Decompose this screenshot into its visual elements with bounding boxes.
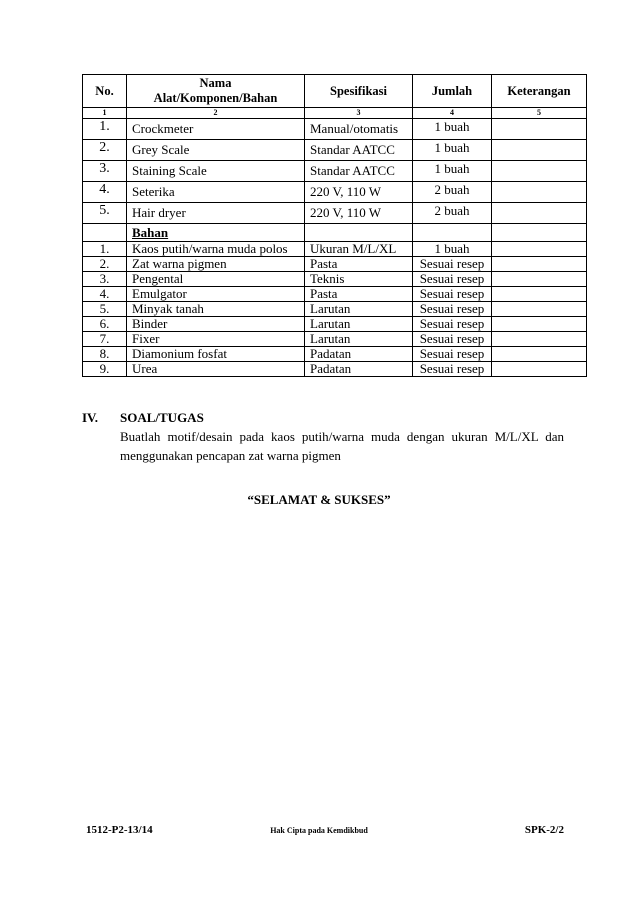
tool-row bbox=[83, 161, 587, 182]
index-cell: 4 bbox=[413, 108, 492, 119]
cell-name: Grey Scale bbox=[127, 140, 305, 161]
header-qty: Jumlah bbox=[413, 75, 492, 108]
section-text: Buatlah motif/desain pada kaos putih/warna muda dengan ukuran M/L/XL dan menggunakan pencapan zat warna pigmen bbox=[120, 429, 564, 463]
materials-heading-label: Bahan bbox=[132, 224, 169, 240]
cell-note bbox=[492, 203, 587, 224]
header-spec: Spesifikasi bbox=[305, 75, 413, 108]
cell-name: Urea bbox=[127, 362, 305, 377]
footer-code: 1512-P2-13/14 bbox=[86, 824, 153, 836]
cell-no: 1. bbox=[83, 119, 127, 140]
cell-spec: Ukuran M/L/XL bbox=[305, 242, 413, 257]
cell-name: Hair dryer bbox=[127, 203, 305, 224]
section-heading: SOAL/TUGAS bbox=[120, 410, 204, 425]
cell-qty: Sesuai resep bbox=[413, 347, 492, 362]
cell-qty: Sesuai resep bbox=[413, 317, 492, 332]
cell-name: Diamonium fosfat bbox=[127, 347, 305, 362]
closing-message: “SELAMAT & SUKSES” bbox=[247, 492, 391, 507]
footer-copyright: Hak Cipta pada Kemdikbud bbox=[270, 826, 368, 835]
material-row bbox=[83, 272, 587, 287]
index-cell: 5 bbox=[492, 108, 587, 119]
cell-spec: Pasta bbox=[305, 287, 413, 302]
index-cell: 3 bbox=[305, 108, 413, 119]
cell-qty: 2 buah bbox=[413, 182, 492, 203]
cell-qty: 2 buah bbox=[413, 203, 492, 224]
tool-row bbox=[83, 203, 587, 224]
cell-spec: Standar AATCC bbox=[305, 140, 413, 161]
cell-note bbox=[492, 161, 587, 182]
cell-name: Kaos putih/warna muda polos bbox=[127, 242, 305, 257]
cell-note bbox=[492, 140, 587, 161]
cell-qty: 1 buah bbox=[413, 140, 492, 161]
cell-name: Emulgator bbox=[127, 287, 305, 302]
cell-no: 7. bbox=[83, 332, 127, 347]
material-row bbox=[83, 287, 587, 302]
empty-cell bbox=[413, 224, 492, 242]
cell-spec: Larutan bbox=[305, 332, 413, 347]
cell-spec: Padatan bbox=[305, 347, 413, 362]
empty-cell bbox=[305, 224, 413, 242]
cell-note bbox=[492, 257, 587, 272]
materials-heading bbox=[127, 224, 305, 242]
material-row bbox=[83, 302, 587, 317]
cell-no: 3. bbox=[83, 161, 127, 182]
empty-cell bbox=[83, 224, 127, 242]
cell-no: 6. bbox=[83, 317, 127, 332]
header-name bbox=[127, 75, 305, 108]
materials-heading-row bbox=[83, 224, 587, 242]
material-row bbox=[83, 362, 587, 377]
cell-qty: Sesuai resep bbox=[413, 257, 492, 272]
cell-note bbox=[492, 119, 587, 140]
cell-note bbox=[492, 287, 587, 302]
material-row bbox=[83, 317, 587, 332]
cell-qty: Sesuai resep bbox=[413, 287, 492, 302]
cell-note bbox=[492, 182, 587, 203]
index-cell: 2 bbox=[127, 108, 305, 119]
cell-no: 8. bbox=[83, 347, 127, 362]
cell-spec: Teknis bbox=[305, 272, 413, 287]
cell-note bbox=[492, 332, 587, 347]
cell-note bbox=[492, 272, 587, 287]
material-row bbox=[83, 347, 587, 362]
cell-no: 2. bbox=[83, 140, 127, 161]
section-number: IV. bbox=[82, 410, 99, 425]
header-name-line1: Nama bbox=[199, 76, 232, 90]
cell-note bbox=[492, 317, 587, 332]
table-body bbox=[83, 119, 587, 377]
tool-row bbox=[83, 119, 587, 140]
cell-name: Minyak tanah bbox=[127, 302, 305, 317]
cell-name: Binder bbox=[127, 317, 305, 332]
table-index-row bbox=[83, 108, 587, 119]
equipment-table bbox=[82, 74, 587, 377]
cell-spec: Larutan bbox=[305, 302, 413, 317]
header-note: Keterangan bbox=[492, 75, 587, 108]
tool-row bbox=[83, 140, 587, 161]
cell-spec: 220 V, 110 W bbox=[305, 203, 413, 224]
cell-no: 1. bbox=[83, 242, 127, 257]
cell-name: Fixer bbox=[127, 332, 305, 347]
cell-qty: 1 buah bbox=[413, 161, 492, 182]
material-row bbox=[83, 257, 587, 272]
cell-note bbox=[492, 347, 587, 362]
material-row bbox=[83, 332, 587, 347]
cell-no: 9. bbox=[83, 362, 127, 377]
header-name-line2: Alat/Komponen/Bahan bbox=[153, 91, 278, 105]
footer-page: SPK-2/2 bbox=[524, 824, 564, 836]
cell-qty: Sesuai resep bbox=[413, 362, 492, 377]
cell-spec: Pasta bbox=[305, 257, 413, 272]
table-header-row bbox=[83, 75, 587, 108]
cell-name: Seterika bbox=[127, 182, 305, 203]
cell-name: Pengental bbox=[127, 272, 305, 287]
cell-no: 3. bbox=[83, 272, 127, 287]
cell-no: 2. bbox=[83, 257, 127, 272]
cell-name: Crockmeter bbox=[127, 119, 305, 140]
cell-qty: Sesuai resep bbox=[413, 332, 492, 347]
cell-note bbox=[492, 362, 587, 377]
cell-name: Staining Scale bbox=[127, 161, 305, 182]
cell-qty: 1 buah bbox=[413, 119, 492, 140]
empty-cell bbox=[492, 224, 587, 242]
cell-no: 4. bbox=[83, 287, 127, 302]
index-cell: 1 bbox=[83, 108, 127, 119]
cell-note bbox=[492, 302, 587, 317]
cell-qty: Sesuai resep bbox=[413, 302, 492, 317]
cell-qty: Sesuai resep bbox=[413, 272, 492, 287]
cell-spec: Larutan bbox=[305, 317, 413, 332]
cell-spec: Padatan bbox=[305, 362, 413, 377]
cell-note bbox=[492, 242, 587, 257]
cell-no: 5. bbox=[83, 302, 127, 317]
header-no: No. bbox=[83, 75, 127, 108]
cell-name: Zat warna pigmen bbox=[127, 257, 305, 272]
cell-no: 5. bbox=[83, 203, 127, 224]
cell-spec: Standar AATCC bbox=[305, 161, 413, 182]
material-row bbox=[83, 242, 587, 257]
tool-row bbox=[83, 182, 587, 203]
cell-no: 4. bbox=[83, 182, 127, 203]
cell-spec: 220 V, 110 W bbox=[305, 182, 413, 203]
cell-spec: Manual/otomatis bbox=[305, 119, 413, 140]
cell-qty: 1 buah bbox=[413, 242, 492, 257]
